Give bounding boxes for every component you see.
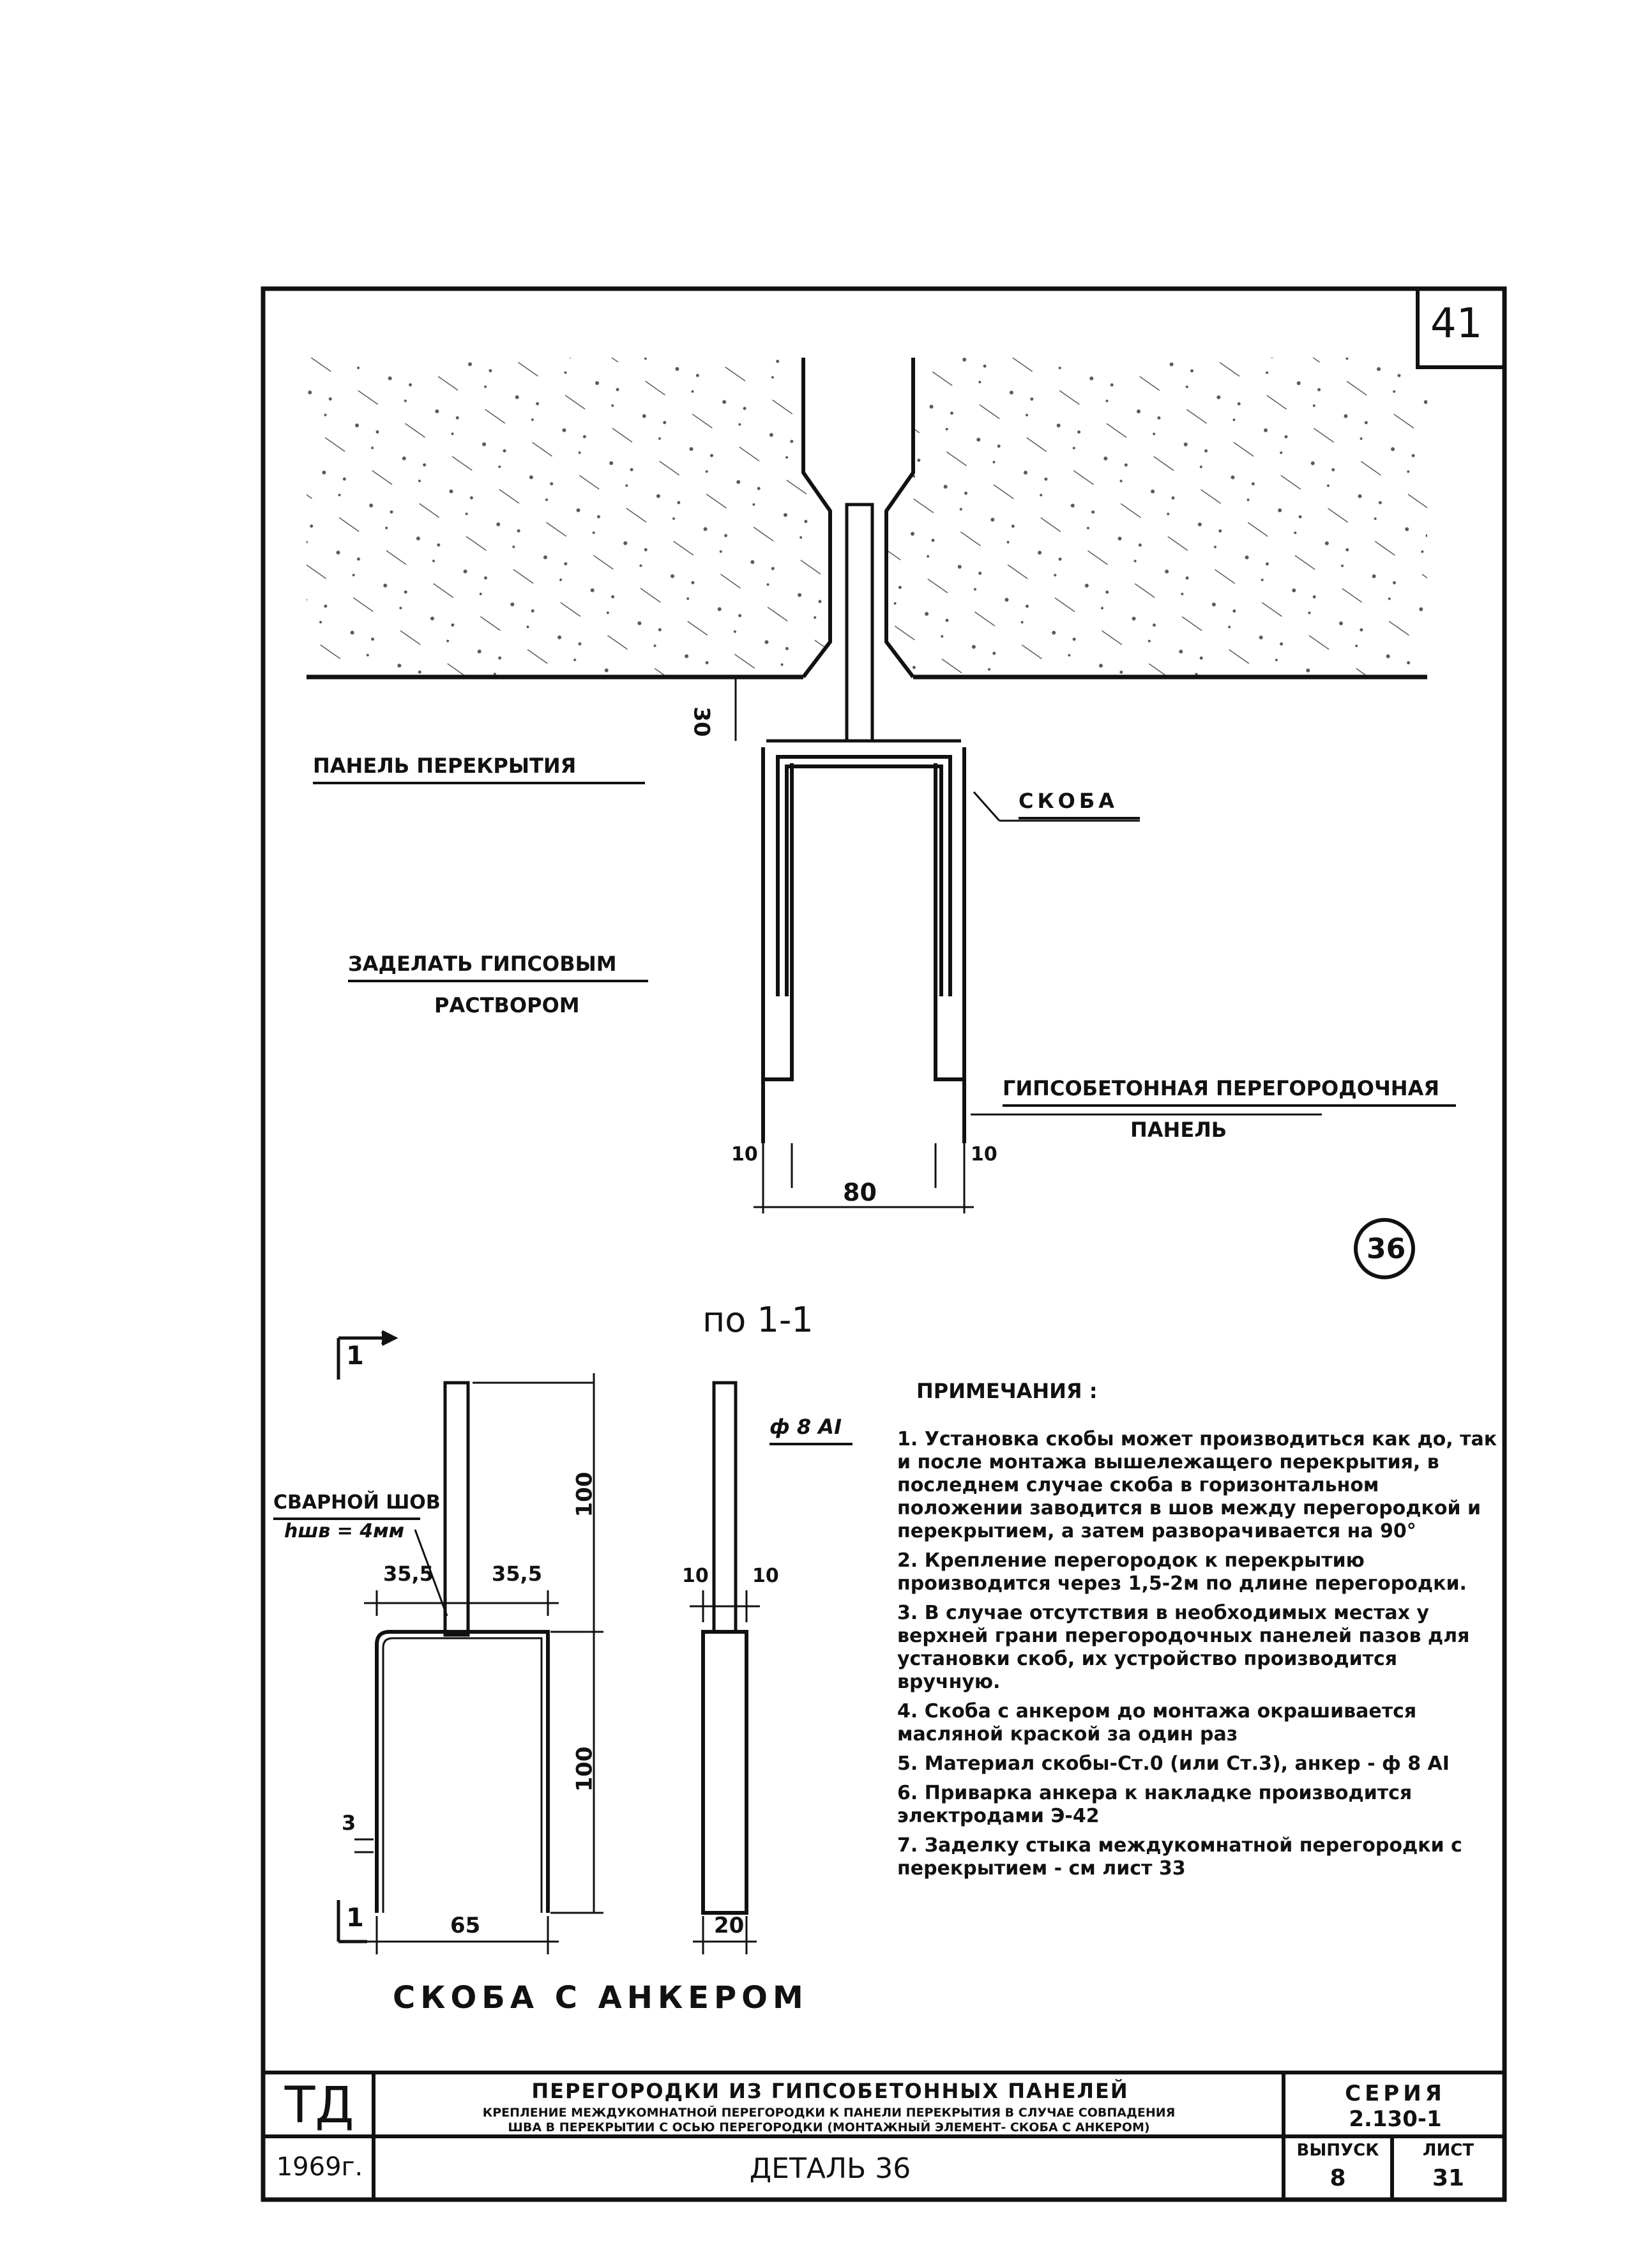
seal-label-line2: РАСТВОРОМ: [434, 993, 580, 1017]
title-block-series-label: СЕРИЯ: [1345, 2081, 1446, 2106]
dim-thick-3: 3: [342, 1811, 356, 1835]
title-block-subtitle-line2: ШВА В ПЕРЕКРЫТИИ С ОСЬЮ ПЕРЕГОРОДКИ (МОНТАЖНЫЙ ЭЛЕМЕНТ- СКОБА С АНКЕРОМ): [508, 2120, 1150, 2134]
floor-panel-label: ПАНЕЛЬ ПЕРЕКРЫТИЯ: [313, 754, 645, 784]
dim-sec-10-left: 10: [682, 1565, 709, 1587]
weld-label-line1: СВАРНОЙ ШОВ: [273, 1491, 420, 1520]
title-block-sheet-label: ЛИСТ: [1422, 2141, 1474, 2160]
note-3: 3. В случае отсутствия в необходимых местах у верхней грани перегородочных панелей пазов для установки скоб, их устройство производится вручную.: [897, 1602, 1470, 1693]
note-2: 2. Крепление перегородок к перекрытию производится через 1,5-2м по длине перегородки.: [897, 1549, 1467, 1595]
dim-anchor-100: 100: [572, 1472, 598, 1517]
note-7: 7. Заделку стыка междукомнатной перегородки с перекрытием - см лист 33: [897, 1834, 1462, 1880]
title-block-issue-label: ВЫПУСК: [1296, 2141, 1379, 2160]
notes-block: [897, 1380, 1497, 1887]
dim-right-35-5: 35,5: [492, 1562, 542, 1586]
dim-sec-20: 20: [714, 1913, 745, 1938]
dim-10-right: 10: [971, 1143, 997, 1166]
anchor-rod: [847, 505, 872, 741]
sheet-number: 41: [1430, 300, 1483, 347]
title-block-logo: ТД: [284, 2077, 354, 2134]
title-block-year: 1969г.: [276, 2152, 363, 2182]
dim-width-65: 65: [450, 1913, 481, 1938]
leader-lines: [971, 792, 1322, 1114]
dim-30: 30: [688, 706, 715, 737]
dim-left-35-5: 35,5: [383, 1562, 434, 1586]
note-5: 5. Материал скобы-Ст.0 (или Ст.3), анкер - ф 8 АI: [897, 1753, 1450, 1775]
section-mark-bottom-label: 1: [346, 1903, 364, 1933]
title-block-issue-value: 8: [1330, 2165, 1346, 2191]
elevation-anchor-bracket: [377, 1383, 548, 1913]
title-block-detail: ДЕТАЛЬ 36: [749, 2152, 911, 2185]
seal-label-line1: ЗАДЕЛАТЬ ГИПСОВЫМ: [348, 952, 648, 982]
section-title: по 1-1: [702, 1300, 814, 1340]
partition-label-line2: ПАНЕЛЬ: [1130, 1118, 1227, 1142]
partition-panel: [763, 747, 964, 1143]
bracket-label: СКОБА: [1019, 789, 1140, 819]
detail-marker-label: 36: [1367, 1233, 1406, 1265]
section-mark-top-label: 1: [346, 1341, 364, 1371]
bracket-with-anchor-caption: СКОБА С АНКЕРОМ: [393, 1980, 808, 2016]
note-6: 6. Приварка анкера к накладке производится электродами Э-42: [897, 1782, 1413, 1827]
title-block-subtitle-line1: КРЕПЛЕНИЕ МЕЖДУКОМНАТНОЙ ПЕРЕГОРОДКИ К ПАНЕЛИ ПЕРЕКРЫТИЯ В СЛУЧАЕ СОВПАДЕНИЯ: [482, 2106, 1176, 2120]
bracket-u: [766, 741, 961, 996]
title-block-title: ПЕРЕГОРОДКИ ИЗ ГИПСОБЕТОННЫХ ПАНЕЛЕЙ: [531, 2079, 1129, 2103]
dim-10-left: 10: [731, 1143, 758, 1166]
note-1: 1. Установка скобы может производиться как до, так и после монтажа вышележащего перекрытия, в последнем случае скоба в горизонтальном положении заводится в шов между перегородкой и перекрытием, а затем разворачивается на 90°: [897, 1428, 1497, 1542]
note-4: 4. Скоба с анкером до монтажа окрашивается масляной краской за один раз: [897, 1700, 1417, 1746]
weld-label-line2: hшв = 4мм: [284, 1520, 405, 1542]
notes-heading: ПРИМЕЧАНИЯ :: [916, 1379, 1098, 1403]
dim-leg-100: 100: [572, 1746, 598, 1792]
partition-label-line1: ГИПСОБЕТОННАЯ ПЕРЕГОРОДОЧНАЯ: [1003, 1076, 1456, 1107]
elevation-dim-lines: [354, 1373, 603, 1954]
dim-80: 80: [843, 1178, 877, 1206]
title-block-sheet-value: 31: [1432, 2165, 1465, 2191]
dim-sec-10-right: 10: [752, 1565, 779, 1587]
section-view: [703, 1383, 746, 1913]
rebar-label: ф 8 АI: [769, 1415, 853, 1445]
title-block-series-value: 2.130-1: [1349, 2106, 1442, 2132]
